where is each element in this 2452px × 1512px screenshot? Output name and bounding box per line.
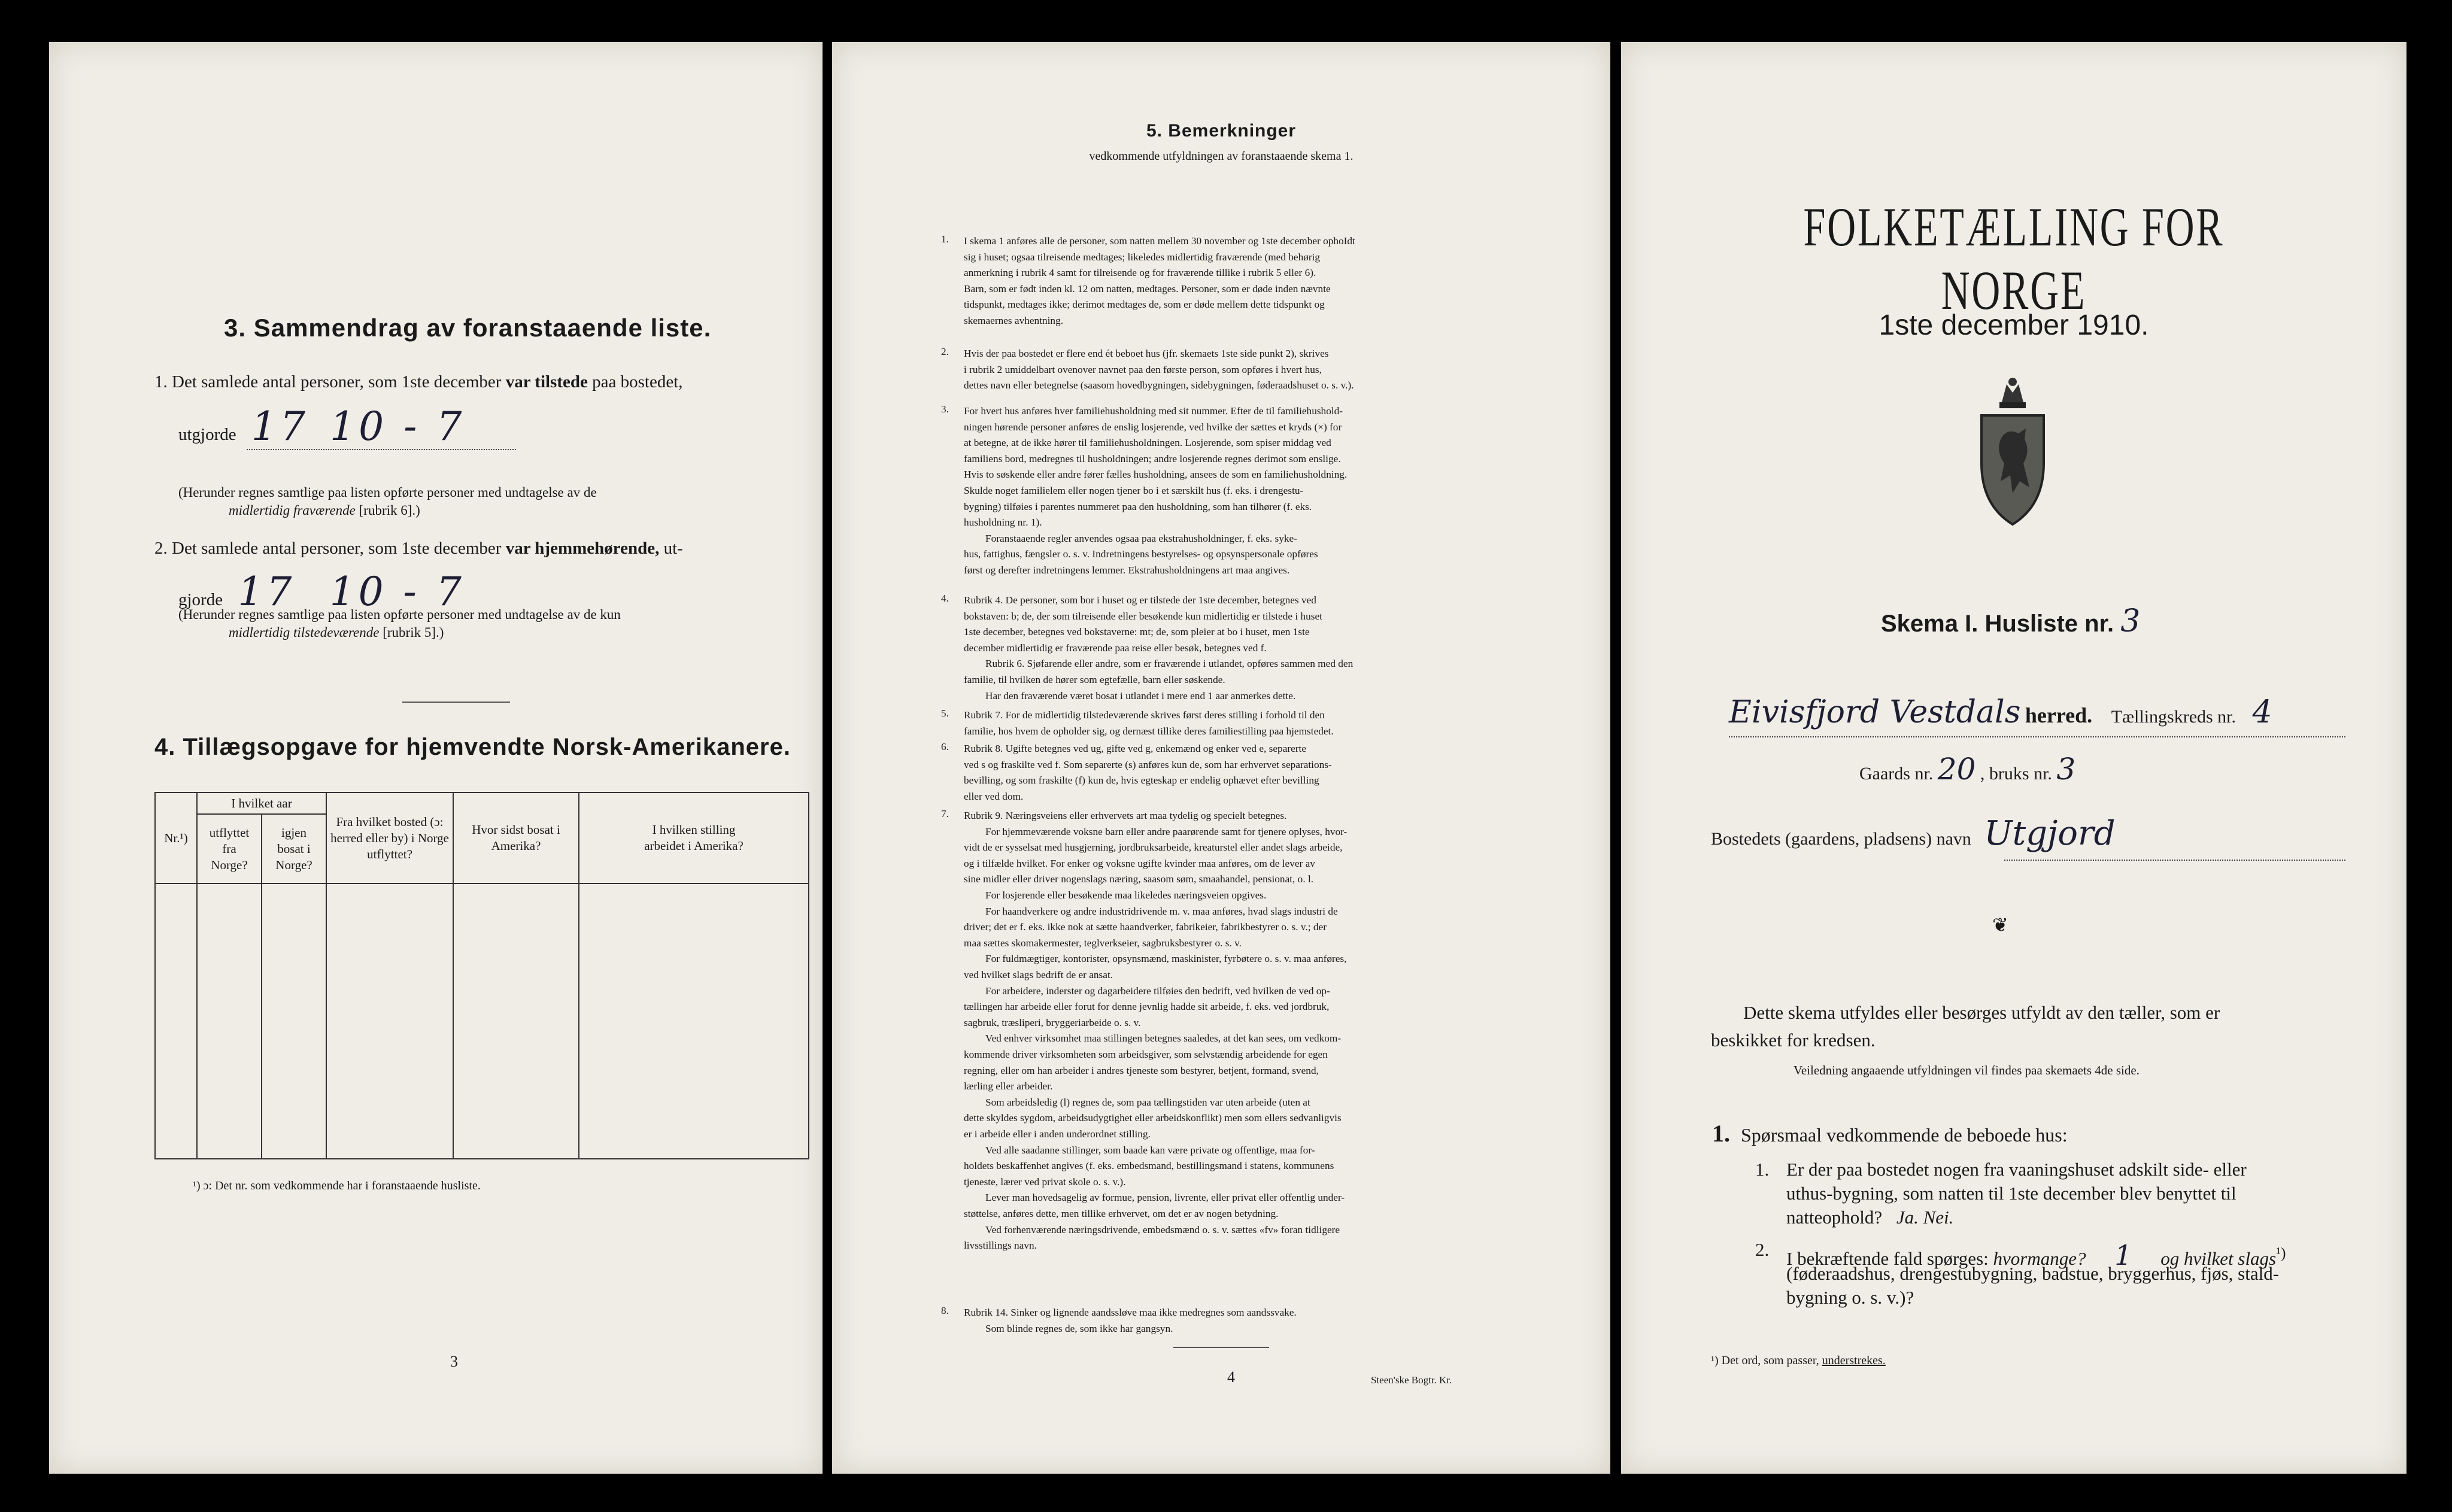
item-text: Det samlede antal personer, som 1ste december (172, 539, 502, 558)
table-cell (155, 883, 197, 1159)
footnote-marker: ¹) (2276, 1244, 2286, 1262)
col-emigrated: utflyttet fra Norge? (197, 814, 262, 883)
item-bold-text: var hjemmehørende, (505, 539, 660, 558)
kreds-handwritten: 4 (2252, 694, 2272, 730)
item-text-end: ut- (663, 539, 683, 558)
footnote-underlined: understrekes. (1822, 1354, 1886, 1367)
remark-line: tællingen har arbeide eller forut for denne jevnlig hadde sit arbeide, f. eks. ved jordbruk, (964, 1001, 1330, 1013)
page-4 (832, 42, 1610, 1474)
norway-coat-of-arms-icon (1971, 374, 2055, 529)
remark-line: anmerkning i rubrik 4 samt for tilreisende og for fraværende tillike i rubrik 5 eller 6). (964, 267, 1316, 279)
remarks-subtitle: vedkommende utfyldningen av foranstaaende skema 1. (1089, 150, 1354, 163)
remark-line: bokstaven: b; de, der som tilreisende eller besøkende kun midlertidig er tilstede i huset (964, 610, 1322, 622)
table-footnote: ¹) ɔ: Det nr. som vedkommende har i foranstaaende husliste. (193, 1179, 481, 1192)
remark-line: skemaernes avhentning. (964, 315, 1064, 326)
note-text-end: [rubrik 6].) (359, 503, 420, 518)
col-last-residence: Hvor sidst bosat i Amerika? (453, 793, 579, 883)
remark-line: familie, til hvilken de hører som egtefælle, barn eller søskende. (964, 674, 1225, 685)
question-2 (1755, 1239, 1769, 1261)
remark-line: driver; det er f. eks. ikke nok at sætte haandverker, fabrikeier, fabrikbestyrer o. s. v.; der (964, 921, 1327, 933)
kreds-label: Tællingskreds nr. (2111, 707, 2236, 727)
remark-line: eller ved dom. (964, 790, 1024, 802)
remark-line: Barn, som er født inden kl. 12 om natten, medtages. Personer, som er døde inden nævnte (964, 283, 1331, 294)
norsk-amerikanere-table (154, 792, 809, 1159)
remark-line: sagbruk, træsliperi, bryggeriarbeide o. s. v. (964, 1016, 1141, 1028)
remark-line: Ved alle saadanne stillinger, som baade kan være private og offentlige, maa for- (985, 1144, 1315, 1156)
remark-line: Rubrik 8. Ugifte betegnes ved ug, gifte ved g, enkemænd og enker ved e, separerte (964, 743, 1307, 754)
remark-number: 5. (941, 708, 949, 719)
remark-line: hus, fattighus, fængsler o. s. v. Indretningens bestyrelses- og opsynspersonale opføres (964, 548, 1318, 560)
section3-heading: 3. Sammendrag av foranstaaende liste. (224, 314, 712, 342)
summary-item-1 (154, 372, 683, 392)
remark-number: 4. (941, 593, 949, 604)
remark-line: Hvis to søskende eller andre fører fælles husholdning, ansees de som en familiehusholdning. (964, 469, 1348, 481)
gaards-line (1859, 752, 2075, 787)
ornament-icon: ❦ (1992, 914, 2008, 936)
bruks-label: , bruks nr. (1980, 764, 2052, 784)
item-number: 2. (154, 539, 168, 558)
remark-line: Ved forhenværende næringsdrivende, embedsmænd o. s. v. sættes «fv» foran tidligere (985, 1223, 1340, 1235)
page-number: 4 (1227, 1368, 1235, 1386)
gaards-handwritten: 20 (1937, 752, 1976, 787)
herred-label: herred. (2025, 703, 2093, 727)
note-text: (Herunder regnes samtlige paa listen opførte personer med undtagelse av de (178, 485, 597, 500)
question-number: 1. (1755, 1159, 1770, 1180)
herred-line (1729, 694, 2272, 730)
item-prefix: gjorde (178, 590, 223, 609)
table-cell (453, 883, 579, 1159)
guidance-note: Veiledning angaaende utfyldningen vil findes paa skemaets 4de side. (1794, 1063, 2140, 1077)
remark-line: kommende driver virksomheten som arbeidsgiver, som selvstændig arbeidende for egen (964, 1049, 1328, 1060)
page-3 (49, 42, 823, 1474)
summary-note-2 (178, 607, 621, 623)
summary-note-1 (178, 485, 597, 500)
remark-line: støttelse, anføres dette, men tillike erhvervet, om det er av nogen betydning. (964, 1208, 1279, 1219)
item-number: 1. (154, 372, 168, 391)
table-cell (262, 883, 326, 1159)
census-title: FOLKETÆLLING FOR NORGE (1803, 196, 2225, 321)
remark-line: ved hvilket slags bedrift de er ansat. (964, 969, 1113, 980)
remark-line: Rubrik 7. For de midlertidig tilstedeværende skrives først deres stilling i forhold til den (964, 709, 1325, 721)
questions-heading (1712, 1119, 2068, 1147)
remark-line: For losjerende eller besøkende maa likeledes næringsveien opgives. (985, 889, 1267, 901)
remark-line: at betegne, at de ikke hører til familiehusholdningen. Losjerende, som spiser middag ved (964, 437, 1331, 449)
remark-line: bevilling, og som fraskilte (f) kun de, hvis egteskap er endelig ophævet efter bevilling (964, 775, 1319, 787)
question-italic: hvormange? (1993, 1248, 2086, 1269)
remark-line: Ved enhver virksomhet maa stillingen betegnes saaledes, at det kan sees, om vedkom- (985, 1033, 1342, 1045)
husliste-number-handwritten: 3 (2120, 603, 2141, 639)
summary-note-1-cont (229, 503, 420, 518)
instruction-line-2: beskikket for kredsen. (1711, 1030, 1876, 1050)
remark-line: I skema 1 anføres alle de personer, som natten mellem 30 november og 1ste december ophoIdt (964, 235, 1355, 247)
remark-line: Skulde noget familielem eller nogen tjener bo i et særskilt hus (f. eks. i drengestu- (964, 485, 1304, 496)
remark-number: 6. (941, 741, 949, 752)
skema-line (1881, 603, 2140, 639)
remark-line: og i tilfælde hvilket. For enker og voksne ugifte kvinder maa anføres, om de lever av (964, 857, 1315, 869)
remark-number: 2. (941, 346, 949, 357)
handwritten-total: 17 (251, 403, 309, 450)
remark-line: tidspunkt, medtages ikke; derimot medtages de, som er døde mellem dette tidspunkt og (964, 299, 1325, 311)
questions-heading-text: Spørsmaal vedkommende de beboede hus: (1741, 1124, 2068, 1146)
col-nr: Nr.¹) (155, 793, 197, 883)
section4-heading: 4. Tillægsopgave for hjemvendte Norsk-Amerikanere. (154, 734, 791, 760)
remark-number: 1. (941, 233, 949, 245)
note-text: (Herunder regnes samtlige paa listen opførte personer med undtagelse av de kun (178, 607, 621, 622)
remark-line: 1ste december, betegnes ved bokstaverne: mt; de, som pleier at bo i huset, men 1ste (964, 626, 1310, 638)
handwritten-total: 17 (238, 569, 296, 615)
remark-line: vidt de er sysselsat med husgjerning, jordbruksarbeide, kreaturstel eller andet slags arbeide, (964, 842, 1343, 854)
right-footnote (1711, 1354, 1886, 1368)
remark-line: dettes navn eller betegnelse (saasom hovedbygningen, sidebygningen, føderaadshuset o. s. v.). (964, 379, 1354, 391)
remark-line: Foranstaaende regler anvendes ogsaa paa ekstrahusholdninger, f. eks. syke- (985, 532, 1297, 544)
question-1-line-3 (1786, 1207, 1953, 1228)
herred-handwritten: Eivisfjord Vestdals (1729, 694, 2021, 730)
remark-line: bygning) tilføies i parentes nummeret paa den husholdning, som han tilhører (f. eks. (964, 500, 1312, 512)
census-date: 1ste december 1910. (1879, 309, 2149, 341)
question-1-line-2: uthus-bygning, som natten til 1ste december blev benyttet til (1786, 1183, 2236, 1204)
skema-label: Skema I. Husliste nr. (1881, 611, 2114, 637)
instruction-line-1: Dette skema utfyldes eller besørges utfyldt av den tæller, som er (1743, 1002, 2220, 1023)
remark-line: familie, hos hvem de opholder sig, og dernæst tillike deres familiestilling paa hjemstedet. (964, 725, 1334, 737)
handwritten-breakdown: 10 - 7 (330, 403, 466, 450)
remark-line: regning, eller om han arbeider i andres tjeneste som bestyrer, betjent, formand, svend, (964, 1064, 1319, 1076)
remark-line: i rubrik 2 umiddelbart ovenover navnet paa den første person, som opføres i hvert hus, (964, 363, 1322, 375)
remark-line: For hvert hus anføres hver familiehusholdning med sit nummer. Efter de til familiehushold- (964, 405, 1343, 417)
item-bold-text: var tilstede (505, 372, 588, 391)
question-number: 2. (1755, 1239, 1770, 1260)
remark-line: familiens bord, medregnes til husholdningen; andre losjerende regnes derimot som enslige. (964, 453, 1341, 464)
remark-number: 8. (941, 1305, 949, 1316)
remark-line: ved s og fraskilte ved f. Som separerte (s) anføres kun de, som har erhvervet separations- (964, 758, 1332, 770)
fill-line (2004, 860, 2345, 861)
remark-line: december midlertidig er fraværende paa reise eller besøk, betegnes ved f. (964, 642, 1267, 654)
summary-item-1-value (178, 403, 465, 450)
remark-line: sig i huset; ogsaa tilreisende medtages; likeledes midlertidig fraværende (med behørig (964, 251, 1321, 263)
summary-item-2 (154, 539, 683, 558)
remark-line: For fuldmægtiger, kontorister, opsynsmænd, maskinister, fyrbøtere o. s. v. maa anføres, (985, 953, 1347, 965)
separator-rule (1173, 1347, 1269, 1348)
remark-number: 7. (941, 808, 949, 819)
question-answer-options: Ja. Nei. (1896, 1207, 1954, 1228)
remark-line: For arbeidere, inderster og dagarbeidere tilføies den bedrift, ved hvilken de ved op- (985, 985, 1330, 997)
col-returned: igjen bosat i Norge? (262, 814, 326, 883)
bosted-line (1711, 814, 2116, 853)
remark-line: Rubrik 6. Sjøfarende eller andre, som er fraværende i utlandet, opføres sammen med den (985, 658, 1354, 670)
fill-line (1729, 736, 2345, 737)
remark-line: maa sættes skomakermester, teglverkseier, sagbruksbestyrer o. s. v. (964, 937, 1242, 949)
remark-line: Rubrik 9. Næringsveiens eller erhvervets art maa tydelig og specielt betegnes. (964, 810, 1287, 821)
remark-line: Har den fraværende været bosat i utlandet i mere end 1 aar anmerkes dette. (985, 690, 1296, 702)
question-1 (1755, 1159, 1769, 1180)
question-text: natteophold? (1786, 1207, 1883, 1228)
remark-line: holdets beskaffenhet angives (f. eks. embedsmand, bestillingsmand i statens, kommunens (964, 1160, 1334, 1172)
remark-line: først og derefter indretningens lemmer. Ekstrahusholdningens art maa angives. (964, 564, 1290, 576)
footnote-text: ¹) Det ord, som passer, (1711, 1354, 1819, 1367)
bosted-label: Bostedets (gaardens, pladsens) navn (1711, 829, 1971, 849)
remarks-title: 5. Bemerkninger (1146, 121, 1297, 141)
remark-line: Som blinde regnes de, som ikke har gangsyn. (985, 1322, 1173, 1334)
remark-line: Som arbeidsledig (l) regnes de, som paa tællingstiden var uten arbeide (uten at (985, 1096, 1310, 1108)
bruks-handwritten: 3 (2056, 752, 2076, 787)
bosted-handwritten: Utgjord (1984, 814, 2116, 853)
item-prefix: utgjorde (178, 425, 236, 444)
remark-line: Lever man hovedsagelig av formue, pension, livrente, eller privat eller offentlig under- (985, 1192, 1345, 1204)
printer-mark: Steen'ske Bogtr. Kr. (1371, 1374, 1452, 1386)
remark-number: 3. (941, 403, 949, 415)
remark-line: dette skyldes sygdom, arbeidsudygtighet eller arbeidskonflikt) men som ellers sedvanligvis (964, 1112, 1342, 1124)
note-italic: midlertidig fraværende (229, 503, 356, 518)
col-group-year: I hvilket aar (197, 793, 326, 814)
summary-note-2-cont (229, 625, 444, 640)
remark-line: Rubrik 4. De personer, som bor i huset og er tilstede der 1ste december, betegnes ved (964, 594, 1316, 606)
remark-line: For haandverkere og andre industridrivende m. v. maa anføres, hvad slags industri de (985, 905, 1338, 917)
gaards-label: Gaards nr. (1859, 764, 1934, 784)
table-cell (197, 883, 262, 1159)
note-italic: midlertidig tilstedeværende (229, 625, 380, 640)
question-text: I bekræftende fald spørges: (1786, 1248, 1989, 1269)
col-occupation: I hvilken stilling arbeidet i Amerika? (579, 793, 809, 883)
page-number: 3 (450, 1353, 458, 1370)
remark-line: ningen hørende personer anføres de enslig losjerende, ved hvilke der sættes et kryds (×) for (964, 421, 1342, 433)
question-1-line-1: Er der paa bostedet nogen fra vaaningshuset adskilt side- eller (1786, 1159, 2247, 1180)
handwritten-breakdown: 10 - 7 (329, 569, 465, 615)
handwritten-count: 1 (2114, 1239, 2132, 1271)
remark-line: livsstillings navn. (964, 1240, 1037, 1252)
remark-line: er i arbeide eller i anden underordnet stilling. (964, 1128, 1151, 1140)
item-text: Det samlede antal personer, som 1ste december (172, 372, 502, 391)
remark-line: Rubrik 14. Sinker og lignende aandssløve maa ikke medregnes som aandssvake. (964, 1307, 1297, 1318)
questions-heading-number: 1. (1712, 1120, 1730, 1147)
fill-line (247, 449, 516, 450)
remark-line: lærling eller arbeider. (964, 1080, 1053, 1092)
question-2-line-2: (føderaadshus, drengestubygning, badstue, bryggerhus, fjøs, stald- (1786, 1263, 2280, 1284)
question-2-line-3: bygning o. s. v.)? (1786, 1287, 1914, 1308)
question-italic: og hvilket slags (2160, 1248, 2277, 1269)
table-cell (579, 883, 809, 1159)
remark-line: For hjemmeværende voksne barn eller andre paarørende samt for tjenere oplyses, hvor- (985, 825, 1348, 837)
separator-rule (402, 702, 510, 703)
item-text-end: paa bostedet, (592, 372, 683, 391)
remark-line: tjeneste, lærer ved privat skole o. s. v.). (964, 1176, 1126, 1188)
remark-line: Hvis der paa bostedet er flere end ét beboet hus (jfr. skemaets 1ste side punkt 2), skrives (964, 348, 1329, 359)
page-1 (1621, 42, 2407, 1474)
note-text-end: [rubrik 5].) (383, 625, 444, 640)
remark-line: sine midler eller driver nogenslags næring, saasom søm, smaahandel, pensionat, o. l. (964, 873, 1314, 885)
col-from-place: Fra hvilket bosted (ɔ: herred eller by) i Norge utflyttet? (326, 793, 453, 883)
table-cell (326, 883, 453, 1159)
remark-line: husholdning nr. 1). (964, 517, 1042, 529)
